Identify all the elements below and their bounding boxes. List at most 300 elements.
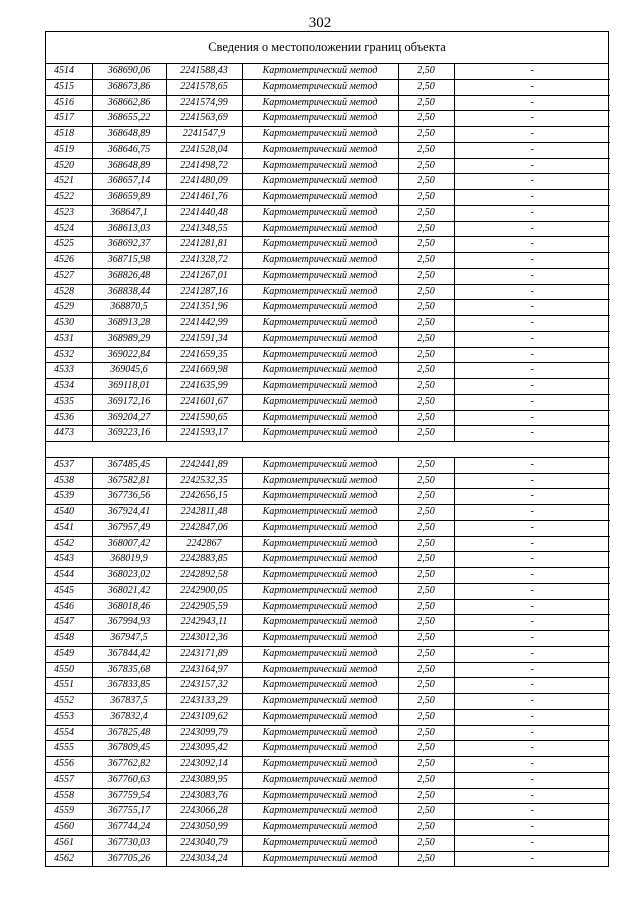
table-row — [46, 95, 610, 111]
note-cell: - — [454, 158, 610, 174]
point-number-cell: 4521 — [46, 174, 92, 190]
x-coordinate-cell: 368870,5 — [92, 300, 166, 316]
table-row — [46, 363, 610, 379]
point-number-cell: 4537 — [46, 457, 92, 473]
accuracy-cell: 2,50 — [398, 95, 454, 111]
y-coordinate-cell: 2241601,67 — [166, 394, 242, 410]
accuracy-cell: 2,50 — [398, 127, 454, 143]
y-coordinate-cell: 2241669,98 — [166, 363, 242, 379]
accuracy-cell: 2,50 — [398, 505, 454, 521]
table-row — [46, 851, 610, 866]
x-coordinate-cell: 368023,02 — [92, 568, 166, 584]
method-cell: Картометрический метод — [242, 221, 398, 237]
note-cell: - — [454, 111, 610, 127]
accuracy-cell: 2,50 — [398, 646, 454, 662]
accuracy-cell: 2,50 — [398, 788, 454, 804]
method-cell: Картометрический метод — [242, 190, 398, 206]
note-cell: - — [454, 709, 610, 725]
x-coordinate-cell: 368662,86 — [92, 95, 166, 111]
note-cell: - — [454, 694, 610, 710]
y-coordinate-cell: 2242905,59 — [166, 599, 242, 615]
point-number-cell: 4533 — [46, 363, 92, 379]
x-coordinate-cell: 367833,85 — [92, 678, 166, 694]
point-number-cell: 4549 — [46, 646, 92, 662]
table-row — [46, 457, 610, 473]
x-coordinate-cell: 367832,4 — [92, 709, 166, 725]
y-coordinate-cell: 2241578,65 — [166, 79, 242, 95]
coordinates-table-body — [46, 64, 610, 866]
table-row — [46, 835, 610, 851]
method-cell: Картометрический метод — [242, 79, 398, 95]
method-cell: Картометрический метод — [242, 64, 398, 79]
y-coordinate-cell: 2241563,69 — [166, 111, 242, 127]
table-row — [46, 331, 610, 347]
point-number-cell: 4524 — [46, 221, 92, 237]
note-cell: - — [454, 646, 610, 662]
note-cell: - — [454, 205, 610, 221]
table-row — [46, 316, 610, 332]
method-cell: Картометрический метод — [242, 662, 398, 678]
note-cell: - — [454, 95, 610, 111]
y-coordinate-cell: 2243099,79 — [166, 725, 242, 741]
table-row — [46, 379, 610, 395]
table-row — [46, 804, 610, 820]
x-coordinate-cell: 368659,89 — [92, 190, 166, 206]
point-number-cell: 4523 — [46, 205, 92, 221]
separator-cell — [46, 442, 610, 458]
accuracy-cell: 2,50 — [398, 174, 454, 190]
accuracy-cell: 2,50 — [398, 741, 454, 757]
point-number-cell: 4542 — [46, 536, 92, 552]
y-coordinate-cell: 2243034,24 — [166, 851, 242, 866]
note-cell: - — [454, 489, 610, 505]
method-cell: Картометрический метод — [242, 300, 398, 316]
note-cell: - — [454, 631, 610, 647]
note-cell: - — [454, 678, 610, 694]
method-cell: Картометрический метод — [242, 536, 398, 552]
accuracy-cell: 2,50 — [398, 489, 454, 505]
note-cell: - — [454, 835, 610, 851]
point-number-cell: 4532 — [46, 347, 92, 363]
accuracy-cell: 2,50 — [398, 394, 454, 410]
note-cell: - — [454, 79, 610, 95]
table-row — [46, 694, 610, 710]
y-coordinate-cell: 2241348,55 — [166, 221, 242, 237]
note-cell: - — [454, 316, 610, 332]
point-number-cell: 4522 — [46, 190, 92, 206]
y-coordinate-cell: 2243066,28 — [166, 804, 242, 820]
x-coordinate-cell: 367755,17 — [92, 804, 166, 820]
y-coordinate-cell: 2241498,72 — [166, 158, 242, 174]
table-row — [46, 552, 610, 568]
accuracy-cell: 2,50 — [398, 552, 454, 568]
point-number-cell: 4514 — [54, 65, 74, 76]
y-coordinate-cell: 2241351,96 — [166, 300, 242, 316]
accuracy-cell: 2,50 — [398, 410, 454, 426]
method-cell: Картометрический метод — [242, 379, 398, 395]
table-row — [46, 394, 610, 410]
note-cell: - — [454, 804, 610, 820]
y-coordinate-cell: 2242883,85 — [166, 552, 242, 568]
table-row — [46, 64, 610, 79]
point-number-cell: 4560 — [46, 820, 92, 836]
method-cell: Картометрический метод — [242, 694, 398, 710]
y-coordinate-cell: 2241528,04 — [166, 142, 242, 158]
accuracy-cell: 2,50 — [398, 536, 454, 552]
method-cell: Картометрический метод — [242, 473, 398, 489]
method-cell: Картометрический метод — [242, 142, 398, 158]
note-cell: - — [454, 221, 610, 237]
x-coordinate-cell: 368690,06 — [92, 64, 166, 79]
note-cell: - — [454, 268, 610, 284]
note-cell: - — [454, 788, 610, 804]
accuracy-cell: 2,50 — [398, 835, 454, 851]
x-coordinate-cell: 367957,49 — [92, 520, 166, 536]
y-coordinate-cell: 2242867 — [166, 536, 242, 552]
table-row — [46, 426, 610, 442]
x-coordinate-cell: 367759,54 — [92, 788, 166, 804]
accuracy-cell: 2,50 — [398, 583, 454, 599]
point-number-cell: 4525 — [46, 237, 92, 253]
point-number-cell: 4552 — [46, 694, 92, 710]
table-row — [46, 410, 610, 426]
accuracy-cell: 2,50 — [398, 331, 454, 347]
point-number-cell: 4535 — [46, 394, 92, 410]
point-number-cell: 4551 — [46, 678, 92, 694]
table-row — [46, 473, 610, 489]
note-cell: - — [454, 300, 610, 316]
note-cell: - — [454, 331, 610, 347]
x-coordinate-cell: 368021,42 — [92, 583, 166, 599]
accuracy-cell: 2,50 — [398, 237, 454, 253]
x-coordinate-cell: 367705,26 — [92, 851, 166, 866]
note-cell: - — [454, 237, 610, 253]
y-coordinate-cell: 2241287,16 — [166, 284, 242, 300]
accuracy-cell: 2,50 — [398, 268, 454, 284]
method-cell: Картометрический метод — [242, 772, 398, 788]
x-coordinate-cell: 367736,56 — [92, 489, 166, 505]
y-coordinate-cell: 2241574,99 — [166, 95, 242, 111]
method-cell: Картометрический метод — [242, 410, 398, 426]
table-row — [46, 489, 610, 505]
method-cell: Картометрический метод — [242, 174, 398, 190]
point-number-cell: 4548 — [46, 631, 92, 647]
method-cell: Картометрический метод — [242, 851, 398, 866]
accuracy-cell: 2,50 — [398, 568, 454, 584]
y-coordinate-cell: 2241480,09 — [166, 174, 242, 190]
y-coordinate-cell: 2242656,15 — [166, 489, 242, 505]
y-coordinate-cell: 2242900,05 — [166, 583, 242, 599]
accuracy-cell: 2,50 — [398, 772, 454, 788]
note-cell: - — [454, 127, 610, 143]
method-cell: Картометрический метод — [242, 583, 398, 599]
point-number-cell: 4554 — [46, 725, 92, 741]
x-coordinate-cell: 367947,5 — [92, 631, 166, 647]
method-cell: Картометрический метод — [242, 284, 398, 300]
accuracy-cell: 2,50 — [398, 631, 454, 647]
x-coordinate-cell: 368657,14 — [92, 174, 166, 190]
table-row — [46, 788, 610, 804]
y-coordinate-cell: 2241328,72 — [166, 253, 242, 269]
point-number-cell: 4562 — [46, 851, 92, 866]
y-coordinate-cell: 2242441,89 — [166, 457, 242, 473]
method-cell: Картометрический метод — [242, 552, 398, 568]
point-number-cell: 4544 — [46, 568, 92, 584]
x-coordinate-cell: 368648,89 — [92, 158, 166, 174]
point-number-cell: 4520 — [46, 158, 92, 174]
accuracy-cell: 2,50 — [398, 253, 454, 269]
point-number-cell: 4534 — [46, 379, 92, 395]
note-cell: - — [454, 851, 610, 866]
accuracy-cell: 2,50 — [398, 379, 454, 395]
accuracy-cell: 2,50 — [398, 158, 454, 174]
x-coordinate-cell: 367825,48 — [92, 725, 166, 741]
note-cell: - — [454, 583, 610, 599]
accuracy-cell: 2,50 — [398, 142, 454, 158]
y-coordinate-cell: 2241593,17 — [166, 426, 242, 442]
point-number-cell: 4540 — [46, 505, 92, 521]
note-cell: - — [454, 142, 610, 158]
y-coordinate-cell: 2243133,29 — [166, 694, 242, 710]
note-cell: - — [454, 741, 610, 757]
note-cell: - — [454, 599, 610, 615]
method-cell: Картометрический метод — [242, 788, 398, 804]
accuracy-cell: 2,50 — [398, 615, 454, 631]
accuracy-cell: 2,50 — [398, 851, 454, 866]
x-coordinate-cell: 369223,16 — [92, 426, 166, 442]
method-cell: Картометрический метод — [242, 520, 398, 536]
method-cell: Картометрический метод — [242, 757, 398, 773]
note-cell: - — [454, 536, 610, 552]
table-row — [46, 111, 610, 127]
y-coordinate-cell: 2242943,11 — [166, 615, 242, 631]
point-number-cell: 4555 — [46, 741, 92, 757]
table-row — [46, 79, 610, 95]
point-number-cell: 4553 — [46, 709, 92, 725]
point-number-cell: 4517 — [46, 111, 92, 127]
y-coordinate-cell: 2243095,42 — [166, 741, 242, 757]
table-row — [46, 631, 610, 647]
y-coordinate-cell: 2243109,62 — [166, 709, 242, 725]
method-cell: Картометрический метод — [242, 394, 398, 410]
note-cell: - — [454, 347, 610, 363]
note-cell: - — [454, 457, 610, 473]
note-cell: - — [454, 615, 610, 631]
note-cell: - — [454, 379, 610, 395]
table-row — [46, 583, 610, 599]
y-coordinate-cell: 2241635,99 — [166, 379, 242, 395]
method-cell: Картометрический метод — [242, 615, 398, 631]
method-cell: Картометрический метод — [242, 709, 398, 725]
table-row — [46, 820, 610, 836]
accuracy-cell: 2,50 — [398, 725, 454, 741]
x-coordinate-cell: 367924,41 — [92, 505, 166, 521]
point-number-cell: 4518 — [46, 127, 92, 143]
table-row — [46, 205, 610, 221]
x-coordinate-cell: 368838,44 — [92, 284, 166, 300]
point-number-cell: 4530 — [46, 316, 92, 332]
accuracy-cell: 2,50 — [398, 300, 454, 316]
point-number-cell: 4538 — [46, 473, 92, 489]
method-cell: Картометрический метод — [242, 347, 398, 363]
table-row — [46, 300, 610, 316]
note-cell: - — [454, 725, 610, 741]
point-number-cell: 4529 — [46, 300, 92, 316]
x-coordinate-cell: 368007,42 — [92, 536, 166, 552]
y-coordinate-cell: 2241440,48 — [166, 205, 242, 221]
point-number-cell: 4515 — [46, 79, 92, 95]
y-coordinate-cell: 2242811,48 — [166, 505, 242, 521]
group-separator-row — [46, 442, 610, 458]
point-number-cell: 4561 — [46, 835, 92, 851]
table-row — [46, 662, 610, 678]
x-coordinate-cell: 368913,28 — [92, 316, 166, 332]
method-cell: Картометрический метод — [242, 631, 398, 647]
accuracy-cell: 2,50 — [398, 190, 454, 206]
accuracy-cell: 2,50 — [398, 426, 454, 442]
x-coordinate-cell: 367760,63 — [92, 772, 166, 788]
y-coordinate-cell: 2242847,06 — [166, 520, 242, 536]
accuracy-cell: 2,50 — [398, 804, 454, 820]
x-coordinate-cell: 367837,5 — [92, 694, 166, 710]
point-number-cell: 4473 — [46, 426, 92, 442]
method-cell: Картометрический метод — [242, 505, 398, 521]
x-coordinate-cell: 368715,98 — [92, 253, 166, 269]
y-coordinate-cell: 2241588,43 — [166, 64, 242, 79]
table-row — [46, 284, 610, 300]
x-coordinate-cell: 369204,27 — [92, 410, 166, 426]
method-cell: Картометрический метод — [242, 489, 398, 505]
y-coordinate-cell: 2241461,76 — [166, 190, 242, 206]
accuracy-cell: 2,50 — [398, 79, 454, 95]
note-cell: - — [454, 552, 610, 568]
method-cell: Картометрический метод — [242, 268, 398, 284]
accuracy-cell: 2,50 — [398, 363, 454, 379]
table-row — [46, 599, 610, 615]
x-coordinate-cell: 368613,03 — [92, 221, 166, 237]
table-row — [46, 190, 610, 206]
point-number-cell: 4543 — [46, 552, 92, 568]
table-row — [46, 520, 610, 536]
table-row — [46, 772, 610, 788]
method-cell: Картометрический метод — [242, 678, 398, 694]
y-coordinate-cell: 2243157,32 — [166, 678, 242, 694]
x-coordinate-cell: 368826,48 — [92, 268, 166, 284]
table-row — [46, 174, 610, 190]
point-number-cell: 4531 — [46, 331, 92, 347]
y-coordinate-cell: 2243050,99 — [166, 820, 242, 836]
x-coordinate-cell: 367809,45 — [92, 741, 166, 757]
accuracy-cell: 2,50 — [398, 662, 454, 678]
method-cell: Картометрический метод — [242, 237, 398, 253]
x-coordinate-cell: 368673,86 — [92, 79, 166, 95]
point-number-cell: 4558 — [46, 788, 92, 804]
note-cell: - — [454, 174, 610, 190]
method-cell: Картометрический метод — [242, 426, 398, 442]
table-row — [46, 725, 610, 741]
y-coordinate-cell: 2242892,58 — [166, 568, 242, 584]
table-row — [46, 536, 610, 552]
note-cell: - — [454, 757, 610, 773]
method-cell: Картометрический метод — [242, 316, 398, 332]
table-row — [46, 253, 610, 269]
y-coordinate-cell: 2243092,14 — [166, 757, 242, 773]
accuracy-cell: 2,50 — [398, 678, 454, 694]
method-cell: Картометрический метод — [242, 741, 398, 757]
x-coordinate-cell: 368019,9 — [92, 552, 166, 568]
x-coordinate-cell: 369045,6 — [92, 363, 166, 379]
accuracy-cell: 2,50 — [398, 111, 454, 127]
note-cell: - — [454, 64, 610, 79]
x-coordinate-cell: 368648,89 — [92, 127, 166, 143]
x-coordinate-cell: 367762,82 — [92, 757, 166, 773]
accuracy-cell: 2,50 — [398, 205, 454, 221]
x-coordinate-cell: 368018,46 — [92, 599, 166, 615]
point-number-cell: 4547 — [46, 615, 92, 631]
x-coordinate-cell: 369118,01 — [92, 379, 166, 395]
note-cell: - — [454, 662, 610, 678]
y-coordinate-cell: 2243089,95 — [166, 772, 242, 788]
method-cell: Картометрический метод — [242, 568, 398, 584]
method-cell: Картометрический метод — [242, 127, 398, 143]
x-coordinate-cell: 367835,68 — [92, 662, 166, 678]
table-title: Сведения о местоположении границ объекта — [46, 32, 608, 64]
point-number-cell: 4557 — [46, 772, 92, 788]
y-coordinate-cell: 2243164,97 — [166, 662, 242, 678]
note-cell: - — [454, 410, 610, 426]
point-number-cell: 4539 — [46, 489, 92, 505]
method-cell: Картометрический метод — [242, 457, 398, 473]
note-cell: - — [454, 505, 610, 521]
x-coordinate-cell: 368655,22 — [92, 111, 166, 127]
coordinates-table — [46, 64, 610, 866]
x-coordinate-cell: 367744,24 — [92, 820, 166, 836]
note-cell: - — [454, 520, 610, 536]
x-coordinate-cell: 369172,16 — [92, 394, 166, 410]
x-coordinate-cell: 368646,75 — [92, 142, 166, 158]
point-number-cell: 4559 — [46, 804, 92, 820]
method-cell: Картометрический метод — [242, 363, 398, 379]
table-row — [46, 646, 610, 662]
point-number-cell: 4527 — [46, 268, 92, 284]
method-cell: Картометрический метод — [242, 331, 398, 347]
x-coordinate-cell: 368989,29 — [92, 331, 166, 347]
note-cell: - — [454, 568, 610, 584]
y-coordinate-cell: 2241267,01 — [166, 268, 242, 284]
point-number-cell: 4546 — [46, 599, 92, 615]
note-cell: - — [454, 253, 610, 269]
accuracy-cell: 2,50 — [398, 694, 454, 710]
y-coordinate-cell: 2243012,36 — [166, 631, 242, 647]
y-coordinate-cell: 2241442,99 — [166, 316, 242, 332]
note-cell: - — [454, 473, 610, 489]
table-row — [46, 615, 610, 631]
point-number-cell: 4545 — [46, 583, 92, 599]
table-row — [46, 678, 610, 694]
y-coordinate-cell: 2241591,34 — [166, 331, 242, 347]
method-cell: Картометрический метод — [242, 253, 398, 269]
x-coordinate-cell: 367844,42 — [92, 646, 166, 662]
note-cell: - — [454, 820, 610, 836]
y-coordinate-cell: 2243083,76 — [166, 788, 242, 804]
boundary-table-sheet — [45, 31, 609, 867]
table-row — [46, 505, 610, 521]
x-coordinate-cell: 367485,45 — [92, 457, 166, 473]
accuracy-cell: 2,50 — [398, 599, 454, 615]
y-coordinate-cell: 2241281,81 — [166, 237, 242, 253]
point-number-cell: 4526 — [46, 253, 92, 269]
table-row — [46, 158, 610, 174]
